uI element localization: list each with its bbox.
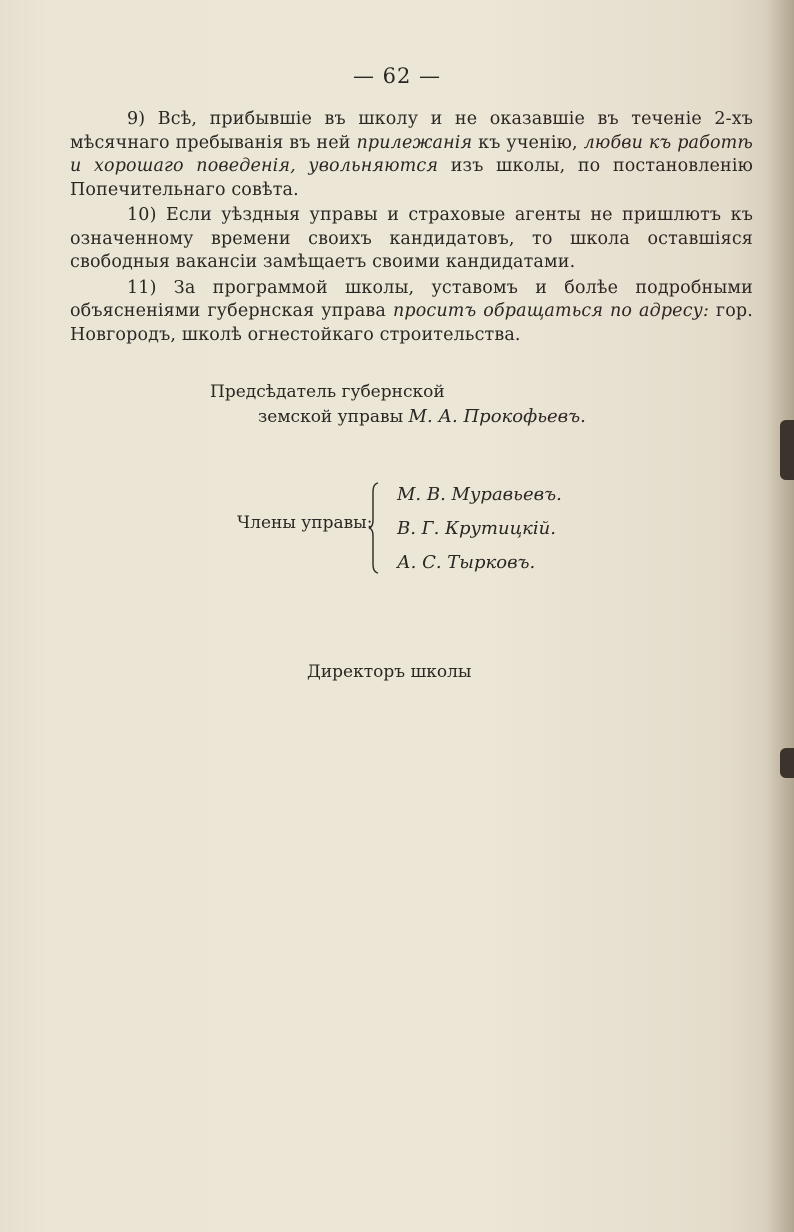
chairman-signature bbox=[210, 381, 586, 429]
paragraph-9: 9) Всѣ, прибывшіе въ школу и не оказавшіе въ теченіе 2-хъ мѣсячнаго пребыванія въ ней прилежанія къ ученію, любви къ работѣ и хорошаго поведенія, увольняются изъ школы, по постановленію Попечительнаго совѣта. bbox=[70, 109, 754, 200]
members-label: Члены управы: bbox=[237, 513, 373, 533]
chairman-title: Предсѣдатель губернской bbox=[210, 382, 445, 402]
page-edge-shadow bbox=[766, 0, 794, 1232]
member-name: М. В. Муравьевъ. bbox=[397, 484, 562, 505]
chairman-line: земской управы М. А. Прокофьевъ. bbox=[258, 405, 586, 427]
director-signature: Директоръ школы bbox=[307, 662, 472, 682]
member-name: В. Г. Крутицкій. bbox=[397, 518, 556, 539]
paragraph-10: 10) Если уѣздныя управы и страховые агенты не пришлютъ къ означенному времени своихъ кандидатовъ, то школа оставшіяся свободныя вакансіи замѣщаетъ своими кандидатами. bbox=[70, 205, 753, 272]
paragraph-11: 11) За программой школы, уставомъ и болѣе подробными объясненіями губернская управа проситъ обращаться по адресу: гор. Новгородъ, школѣ огнестойкаго строительства. bbox=[70, 277, 753, 345]
chairman-name: М. А. Прокофьевъ. bbox=[408, 405, 586, 427]
body-text bbox=[70, 108, 753, 349]
member-name: А. С. Тырковъ. bbox=[397, 552, 536, 573]
members-brace bbox=[368, 482, 382, 574]
page-edge-tear bbox=[780, 748, 794, 778]
page-edge-tear bbox=[780, 420, 794, 480]
page-number: — 62 — bbox=[352, 64, 442, 88]
members-list bbox=[397, 478, 562, 580]
